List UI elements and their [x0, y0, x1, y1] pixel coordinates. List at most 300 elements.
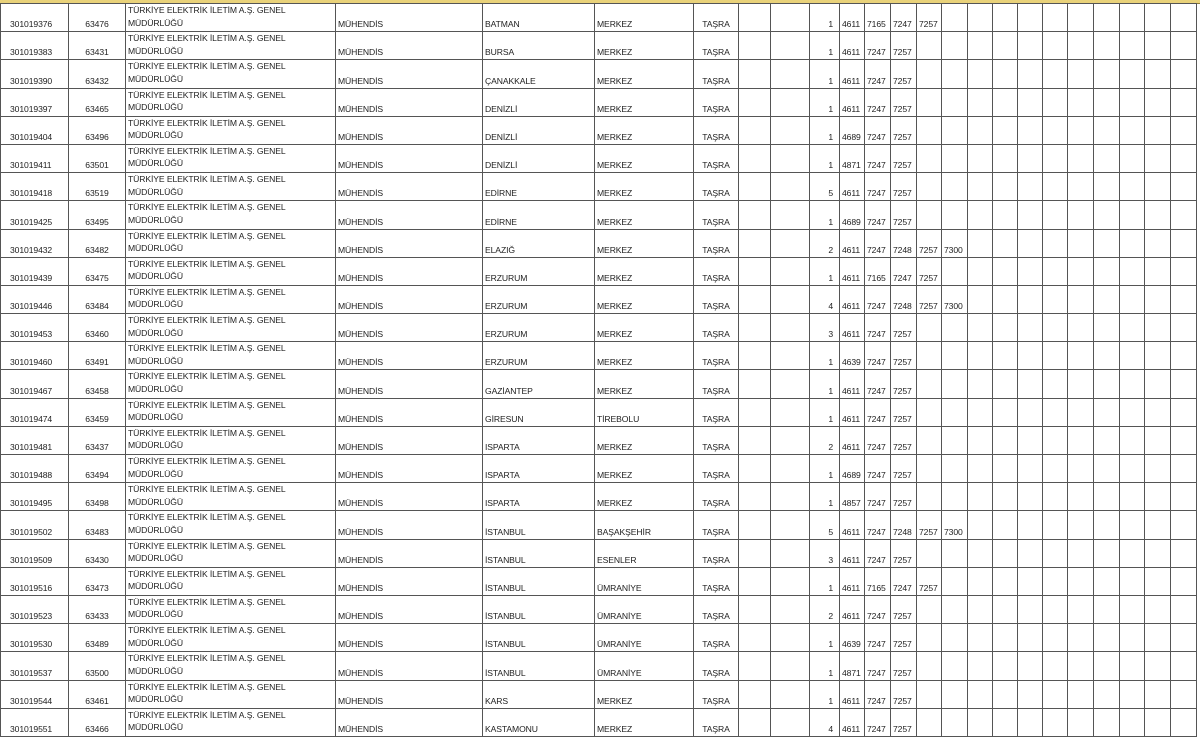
requirement-code-cell — [1145, 539, 1171, 567]
requirement-code-cell — [1094, 116, 1120, 144]
organization-line-1: TÜRKİYE ELEKTRİK İLETİM A.Ş. GENEL — [128, 61, 286, 72]
requirement-code-cell: 4611 — [840, 88, 865, 116]
requirement-code-cell: 7247 — [865, 201, 891, 229]
table-row — [1, 652, 1197, 680]
requirement-code-cell — [917, 116, 942, 144]
requirement-code-cell — [1171, 144, 1197, 172]
district-cell: BAŞAKŞEHİR — [595, 511, 694, 539]
requirement-code-cell: 4611 — [840, 285, 865, 313]
empty-cell — [739, 314, 771, 342]
requirement-code-cell: 4611 — [840, 398, 865, 426]
requirement-code-cell — [1094, 426, 1120, 454]
organization-line-2: MÜDÜRLÜĞÜ — [128, 412, 183, 423]
location-type-cell: TAŞRA — [694, 32, 739, 60]
requirement-code-cell — [1043, 229, 1068, 257]
title-cell: MÜHENDİS — [336, 88, 483, 116]
organization-line-1: TÜRKİYE ELEKTRİK İLETİM A.Ş. GENEL — [128, 427, 286, 438]
table-row — [1, 144, 1197, 172]
position-number-cell: 301019383 — [1, 32, 69, 60]
district-cell: ESENLER — [595, 539, 694, 567]
organization-line-2: MÜDÜRLÜĞÜ — [128, 102, 183, 113]
requirement-code-cell — [1018, 652, 1043, 680]
requirement-code-cell: 7257 — [891, 88, 917, 116]
requirement-code-cell — [1171, 4, 1197, 32]
title-cell: MÜHENDİS — [336, 314, 483, 342]
empty-cell — [771, 173, 810, 201]
empty-cell — [739, 229, 771, 257]
requirement-code-cell — [1068, 483, 1094, 511]
requirement-code-cell — [942, 116, 968, 144]
table-row — [1, 624, 1197, 652]
requirement-code-cell — [1120, 539, 1145, 567]
position-code-cell: 63466 — [69, 708, 126, 736]
requirement-code-cell — [1068, 680, 1094, 708]
empty-cell — [739, 32, 771, 60]
organization-cell — [126, 257, 336, 285]
district-cell: ÜMRANİYE — [595, 652, 694, 680]
requirement-code-cell: 7247 — [865, 314, 891, 342]
location-type-cell: TAŞRA — [694, 455, 739, 483]
title-cell: MÜHENDİS — [336, 4, 483, 32]
requirement-code-cell — [1171, 173, 1197, 201]
requirement-code-cell — [1120, 257, 1145, 285]
requirement-code-cell: 4611 — [840, 680, 865, 708]
requirement-code-cell: 7247 — [865, 539, 891, 567]
title-cell: MÜHENDİS — [336, 426, 483, 454]
requirement-code-cell — [1068, 652, 1094, 680]
organization-line-1: TÜRKİYE ELEKTRİK İLETİM A.Ş. GENEL — [128, 5, 286, 15]
table-row — [1, 595, 1197, 623]
requirement-code-cell — [1120, 624, 1145, 652]
requirement-code-cell: 7257 — [917, 511, 942, 539]
title-cell: MÜHENDİS — [336, 652, 483, 680]
position-code-cell: 63473 — [69, 567, 126, 595]
location-type-cell: TAŞRA — [694, 88, 739, 116]
table-row — [1, 229, 1197, 257]
position-number-cell: 301019523 — [1, 595, 69, 623]
table-row — [1, 257, 1197, 285]
requirement-code-cell — [1094, 595, 1120, 623]
table-row — [1, 567, 1197, 595]
requirement-code-cell — [1171, 624, 1197, 652]
title-cell: MÜHENDİS — [336, 624, 483, 652]
quantity-cell: 1 — [810, 257, 840, 285]
requirement-code-cell — [968, 144, 993, 172]
requirement-code-cell — [1120, 455, 1145, 483]
position-code-cell: 63519 — [69, 173, 126, 201]
requirement-code-cell — [1094, 567, 1120, 595]
requirement-code-cell — [993, 4, 1018, 32]
requirement-code-cell — [917, 455, 942, 483]
table-row — [1, 708, 1197, 736]
district-cell: MERKEZ — [595, 88, 694, 116]
organization-cell — [126, 483, 336, 511]
requirement-code-cell — [993, 567, 1018, 595]
requirement-code-cell — [1120, 60, 1145, 88]
position-code-cell: 63501 — [69, 144, 126, 172]
requirement-code-cell — [968, 116, 993, 144]
organization-line-2: MÜDÜRLÜĞÜ — [128, 243, 183, 253]
location-type-cell: TAŞRA — [694, 567, 739, 595]
requirement-code-cell — [1145, 314, 1171, 342]
title-cell: MÜHENDİS — [336, 708, 483, 736]
requirement-code-cell: 7247 — [891, 4, 917, 32]
title-cell: MÜHENDİS — [336, 116, 483, 144]
requirement-code-cell: 7257 — [917, 567, 942, 595]
requirement-code-cell: 7300 — [942, 285, 968, 313]
requirement-code-cell — [1145, 398, 1171, 426]
requirement-code-cell — [1120, 652, 1145, 680]
requirement-code-cell — [1018, 426, 1043, 454]
requirement-code-cell — [1094, 455, 1120, 483]
requirement-code-cell: 7257 — [891, 680, 917, 708]
position-number-cell: 301019530 — [1, 624, 69, 652]
requirement-code-cell — [1068, 426, 1094, 454]
requirement-code-cell — [968, 708, 993, 736]
requirement-code-cell — [1145, 116, 1171, 144]
empty-cell — [739, 455, 771, 483]
title-cell: MÜHENDİS — [336, 539, 483, 567]
requirement-code-cell — [1120, 342, 1145, 370]
requirement-code-cell — [993, 314, 1018, 342]
district-cell: MERKEZ — [595, 116, 694, 144]
location-type-cell: TAŞRA — [694, 342, 739, 370]
requirement-code-cell: 4871 — [840, 652, 865, 680]
location-type-cell: TAŞRA — [694, 624, 739, 652]
requirement-code-cell — [1068, 32, 1094, 60]
organization-line-1: TÜRKİYE ELEKTRİK İLETİM A.Ş. GENEL — [128, 540, 286, 551]
organization-cell — [126, 398, 336, 426]
province-cell: KASTAMONU — [483, 708, 595, 736]
requirement-code-cell — [1094, 32, 1120, 60]
requirement-code-cell — [1043, 88, 1068, 116]
quantity-cell: 1 — [810, 144, 840, 172]
requirement-code-cell: 4871 — [840, 144, 865, 172]
requirement-code-cell — [942, 32, 968, 60]
requirement-code-cell — [1068, 60, 1094, 88]
requirement-code-cell — [1018, 595, 1043, 623]
requirement-code-cell — [917, 483, 942, 511]
requirement-code-cell: 7247 — [865, 680, 891, 708]
position-code-cell: 63494 — [69, 455, 126, 483]
requirement-code-cell — [1120, 398, 1145, 426]
requirement-code-cell — [968, 314, 993, 342]
requirement-code-cell — [1018, 144, 1043, 172]
requirement-code-cell — [968, 624, 993, 652]
requirement-code-cell — [1171, 595, 1197, 623]
table-row — [1, 4, 1197, 32]
requirement-code-cell: 7300 — [942, 511, 968, 539]
requirement-code-cell: 7257 — [891, 342, 917, 370]
quantity-cell: 1 — [810, 567, 840, 595]
province-cell: DENİZLİ — [483, 144, 595, 172]
quantity-cell: 5 — [810, 173, 840, 201]
position-code-cell: 63476 — [69, 4, 126, 32]
position-code-cell: 63482 — [69, 229, 126, 257]
organization-line-2: MÜDÜRLÜĞÜ — [128, 440, 183, 451]
requirement-code-cell — [993, 257, 1018, 285]
position-number-cell: 301019439 — [1, 257, 69, 285]
organization-cell — [126, 116, 336, 144]
empty-cell — [739, 680, 771, 708]
empty-cell — [739, 88, 771, 116]
title-cell: MÜHENDİS — [336, 680, 483, 708]
organization-line-1: TÜRKİYE ELEKTRİK İLETİM A.Ş. GENEL — [128, 145, 286, 156]
table-row — [1, 680, 1197, 708]
organization-line-2: MÜDÜRLÜĞÜ — [128, 468, 183, 479]
requirement-code-cell — [1171, 229, 1197, 257]
organization-cell — [126, 426, 336, 454]
empty-cell — [771, 680, 810, 708]
requirement-code-cell: 4857 — [840, 483, 865, 511]
requirement-code-cell — [917, 539, 942, 567]
location-type-cell: TAŞRA — [694, 483, 739, 511]
requirement-code-cell: 7247 — [865, 511, 891, 539]
requirement-code-cell — [1145, 229, 1171, 257]
requirement-code-cell: 7247 — [865, 426, 891, 454]
title-cell: MÜHENDİS — [336, 60, 483, 88]
requirement-code-cell: 7257 — [891, 483, 917, 511]
requirement-code-cell: 7247 — [865, 483, 891, 511]
organization-line-1: TÜRKİYE ELEKTRİK İLETİM A.Ş. GENEL — [128, 709, 286, 720]
location-type-cell: TAŞRA — [694, 60, 739, 88]
requirement-code-cell: 7300 — [942, 229, 968, 257]
quantity-cell: 5 — [810, 511, 840, 539]
location-type-cell: TAŞRA — [694, 116, 739, 144]
province-cell: ISPARTA — [483, 483, 595, 511]
empty-cell — [739, 257, 771, 285]
title-cell: MÜHENDİS — [336, 32, 483, 60]
empty-cell — [771, 201, 810, 229]
organization-line-2: MÜDÜRLÜĞÜ — [128, 694, 183, 704]
province-cell: GİRESUN — [483, 398, 595, 426]
requirement-code-cell: 4611 — [840, 4, 865, 32]
requirement-code-cell — [1043, 455, 1068, 483]
organization-cell — [126, 201, 336, 229]
organization-cell — [126, 455, 336, 483]
requirement-code-cell — [1018, 342, 1043, 370]
province-cell: BURSA — [483, 32, 595, 60]
quantity-cell: 1 — [810, 4, 840, 32]
requirement-code-cell — [942, 539, 968, 567]
organization-line-1: TÜRKİYE ELEKTRİK İLETİM A.Ş. GENEL — [128, 117, 286, 128]
requirement-code-cell — [1043, 370, 1068, 398]
empty-cell — [739, 60, 771, 88]
organization-cell — [126, 314, 336, 342]
province-cell: İSTANBUL — [483, 624, 595, 652]
requirement-code-cell — [942, 680, 968, 708]
requirement-code-cell — [1043, 567, 1068, 595]
requirement-code-cell: 7257 — [917, 257, 942, 285]
requirement-code-cell — [1120, 88, 1145, 116]
district-cell: MERKEZ — [595, 201, 694, 229]
organization-cell — [126, 511, 336, 539]
organization-line-2: MÜDÜRLÜĞÜ — [128, 271, 183, 282]
requirement-code-cell — [1094, 708, 1120, 736]
requirement-code-cell — [1043, 398, 1068, 426]
requirement-code-cell — [1094, 680, 1120, 708]
organization-cell — [126, 539, 336, 567]
requirement-code-cell — [1018, 4, 1043, 32]
organization-line-1: TÜRKİYE ELEKTRİK İLETİM A.Ş. GENEL — [128, 315, 286, 326]
empty-cell — [771, 257, 810, 285]
district-cell: MERKEZ — [595, 32, 694, 60]
province-cell: GAZİANTEP — [483, 370, 595, 398]
requirement-code-cell: 7248 — [891, 229, 917, 257]
requirement-code-cell — [942, 398, 968, 426]
requirement-code-cell — [1120, 229, 1145, 257]
organization-line-1: TÜRKİYE ELEKTRİK İLETİM A.Ş. GENEL — [128, 202, 286, 213]
requirement-code-cell — [1068, 4, 1094, 32]
organization-line-2: MÜDÜRLÜĞÜ — [128, 637, 183, 648]
requirement-code-cell — [1120, 173, 1145, 201]
requirement-code-cell — [1018, 511, 1043, 539]
requirement-code-cell: 4611 — [840, 511, 865, 539]
requirement-code-cell — [968, 4, 993, 32]
requirement-code-cell — [968, 680, 993, 708]
district-cell: MERKEZ — [595, 144, 694, 172]
requirement-code-cell — [1068, 342, 1094, 370]
requirement-code-cell — [917, 624, 942, 652]
quantity-cell: 1 — [810, 88, 840, 116]
requirement-code-cell — [968, 342, 993, 370]
empty-cell — [739, 483, 771, 511]
requirement-code-cell — [942, 708, 968, 736]
position-code-cell: 63465 — [69, 88, 126, 116]
district-cell: MERKEZ — [595, 426, 694, 454]
requirement-code-cell — [1043, 708, 1068, 736]
position-code-cell: 63458 — [69, 370, 126, 398]
quantity-cell: 2 — [810, 595, 840, 623]
empty-cell — [739, 285, 771, 313]
requirement-code-cell — [1068, 285, 1094, 313]
requirement-code-cell: 7257 — [891, 201, 917, 229]
district-cell: MERKEZ — [595, 483, 694, 511]
requirement-code-cell — [1120, 511, 1145, 539]
requirement-code-cell — [1018, 314, 1043, 342]
position-number-cell: 301019411 — [1, 144, 69, 172]
empty-cell — [739, 567, 771, 595]
requirement-code-cell — [917, 144, 942, 172]
requirement-code-cell — [968, 370, 993, 398]
empty-cell — [771, 708, 810, 736]
position-code-cell: 63484 — [69, 285, 126, 313]
position-number-cell: 301019502 — [1, 511, 69, 539]
requirement-code-cell — [968, 455, 993, 483]
location-type-cell: TAŞRA — [694, 595, 739, 623]
requirement-code-cell — [942, 144, 968, 172]
requirement-code-cell — [1068, 455, 1094, 483]
quantity-cell: 2 — [810, 229, 840, 257]
requirement-code-cell — [917, 32, 942, 60]
requirement-code-cell — [1094, 398, 1120, 426]
requirement-code-cell — [1171, 652, 1197, 680]
empty-cell — [739, 595, 771, 623]
requirement-code-cell — [1068, 257, 1094, 285]
empty-cell — [739, 398, 771, 426]
requirement-code-cell: 7257 — [891, 708, 917, 736]
requirement-code-cell — [1068, 201, 1094, 229]
title-cell: MÜHENDİS — [336, 201, 483, 229]
requirement-code-cell — [917, 314, 942, 342]
requirement-code-cell — [917, 370, 942, 398]
province-cell: EDİRNE — [483, 201, 595, 229]
district-cell: MERKEZ — [595, 708, 694, 736]
requirement-code-cell — [1171, 314, 1197, 342]
requirement-code-cell: 7247 — [865, 88, 891, 116]
empty-cell — [739, 624, 771, 652]
requirement-code-cell — [1068, 539, 1094, 567]
requirement-code-cell — [1145, 342, 1171, 370]
requirement-code-cell — [1145, 144, 1171, 172]
requirement-code-cell — [1018, 88, 1043, 116]
requirement-code-cell: 7247 — [865, 708, 891, 736]
requirement-code-cell — [1043, 342, 1068, 370]
requirement-code-cell: 7257 — [891, 116, 917, 144]
position-number-cell: 301019418 — [1, 173, 69, 201]
empty-cell — [771, 567, 810, 595]
requirement-code-cell — [1120, 680, 1145, 708]
requirement-code-cell — [1068, 370, 1094, 398]
table-row — [1, 483, 1197, 511]
requirement-code-cell: 7257 — [917, 4, 942, 32]
requirement-code-cell — [968, 201, 993, 229]
empty-cell — [771, 426, 810, 454]
organization-cell — [126, 595, 336, 623]
province-cell: İSTANBUL — [483, 595, 595, 623]
requirement-code-cell — [942, 483, 968, 511]
requirement-code-cell: 4689 — [840, 116, 865, 144]
title-cell: MÜHENDİS — [336, 173, 483, 201]
requirement-code-cell — [968, 595, 993, 623]
requirement-code-cell — [968, 285, 993, 313]
requirement-code-cell — [942, 595, 968, 623]
position-number-cell: 301019425 — [1, 201, 69, 229]
requirement-code-cell — [1018, 116, 1043, 144]
requirement-code-cell: 7257 — [891, 426, 917, 454]
requirement-code-cell — [993, 595, 1018, 623]
requirement-code-cell — [993, 624, 1018, 652]
requirement-code-cell — [917, 708, 942, 736]
empty-cell — [771, 595, 810, 623]
position-code-cell: 63432 — [69, 60, 126, 88]
empty-cell — [739, 370, 771, 398]
position-code-cell: 63437 — [69, 426, 126, 454]
requirement-code-cell — [1094, 483, 1120, 511]
requirement-code-cell — [1068, 88, 1094, 116]
table-row — [1, 314, 1197, 342]
requirement-code-cell — [1120, 370, 1145, 398]
organization-cell — [126, 229, 336, 257]
empty-cell — [739, 511, 771, 539]
requirement-code-cell: 7247 — [891, 257, 917, 285]
requirement-code-cell — [1043, 116, 1068, 144]
requirement-code-cell — [1145, 426, 1171, 454]
requirement-code-cell — [1171, 32, 1197, 60]
location-type-cell: TAŞRA — [694, 314, 739, 342]
requirement-code-cell — [1145, 88, 1171, 116]
quantity-cell: 4 — [810, 708, 840, 736]
requirement-code-cell — [1145, 455, 1171, 483]
requirement-code-cell — [942, 314, 968, 342]
requirement-code-cell — [1171, 708, 1197, 736]
requirement-code-cell — [1120, 32, 1145, 60]
requirement-code-cell — [942, 652, 968, 680]
requirement-code-cell — [1145, 173, 1171, 201]
table-row — [1, 116, 1197, 144]
organization-line-1: TÜRKİYE ELEKTRİK İLETİM A.Ş. GENEL — [128, 343, 286, 354]
requirement-code-cell — [1145, 595, 1171, 623]
